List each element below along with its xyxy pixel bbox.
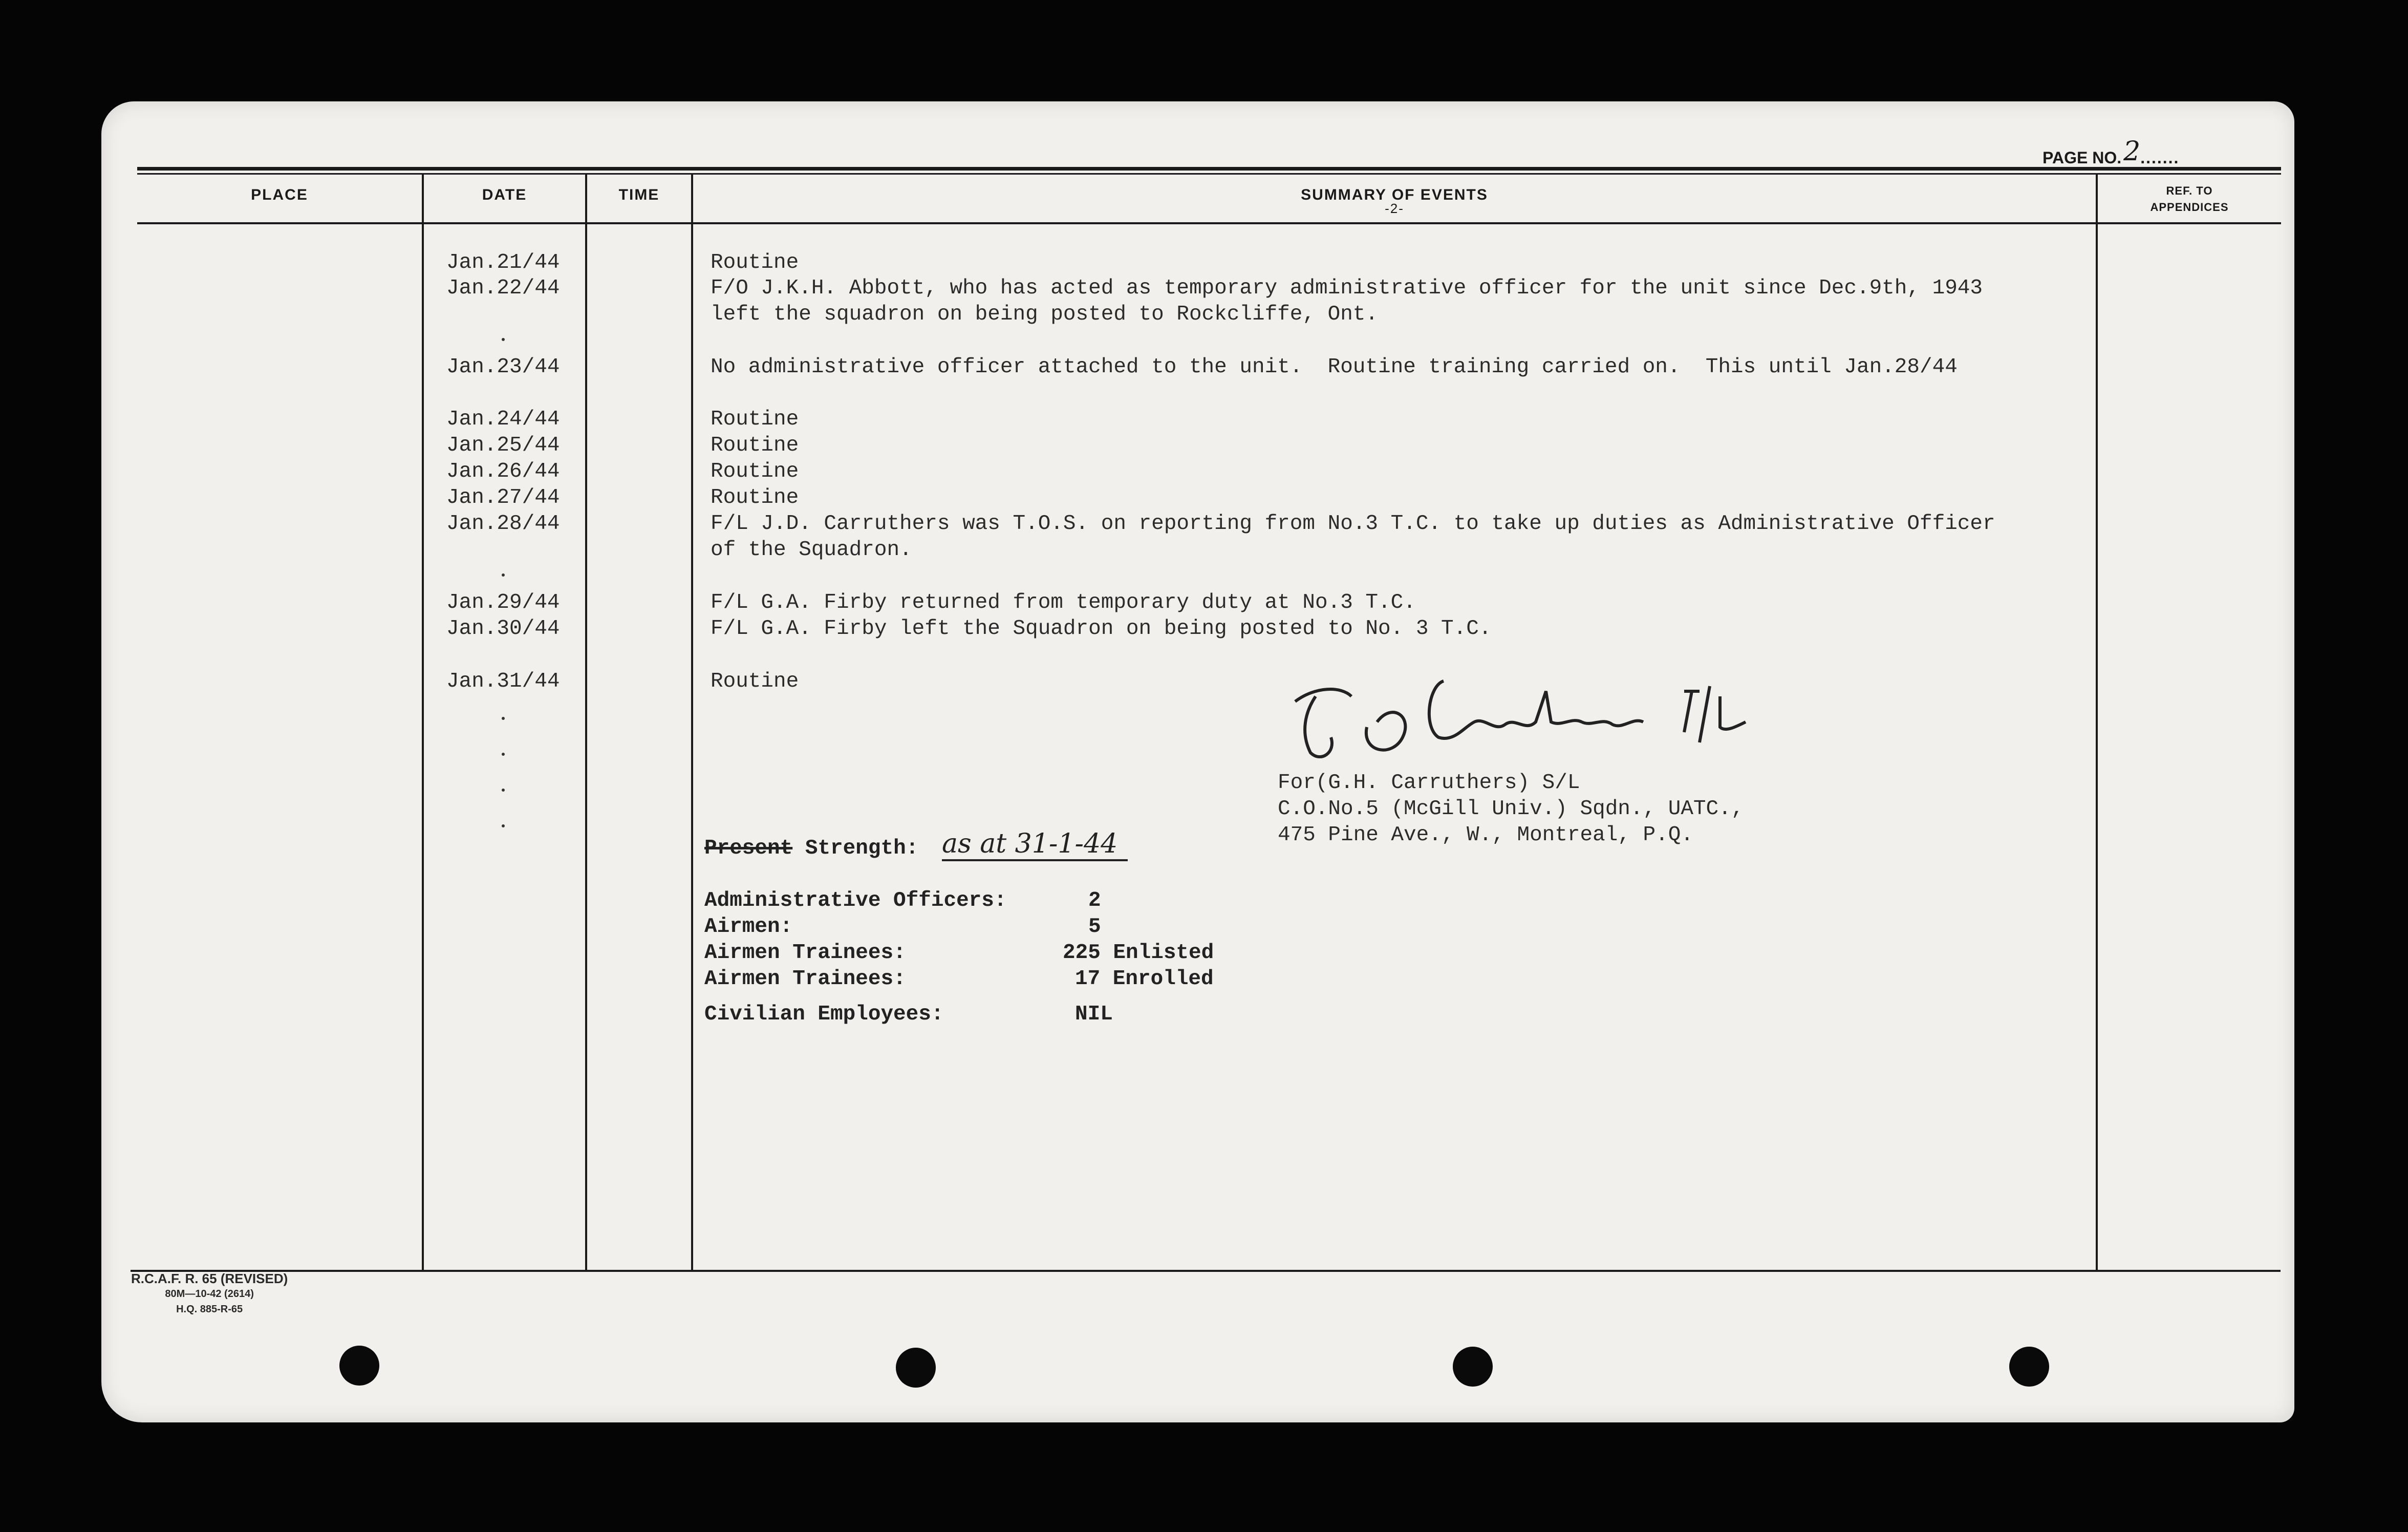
strength-row-label: Airmen Trainees: [704,967,906,991]
header-date: DATE [482,186,527,203]
typewriter-dot [502,338,505,341]
entry-date: Jan.22/44 [446,276,560,300]
entry-text: F/L J.D. Carruthers was T.O.S. on reporting from No.3 T.C. to take up duties as Administrative Officer [711,512,1995,536]
form-number: R.C.A.F. R. 65 (REVISED) [131,1271,288,1286]
strength-row-value: 17 Enrolled [1075,967,1214,991]
entry-date: Jan.29/44 [446,591,560,614]
form-print-code: 80M—10-42 (2614) [165,1288,254,1300]
strength-row-value: 2 [1088,889,1101,912]
entry-date: Jan.21/44 [446,251,560,274]
strength-row-label: Airmen: [704,915,793,939]
entry-text: No administrative officer attached to the unit. Routine training carried on. This until Jan.28/44 [711,355,1958,379]
entry-text: F/L G.A. Firby left the Squadron on being posted to No. 3 T.C. [711,617,1492,641]
entry-text: F/L G.A. Firby returned from temporary duty at No.3 T.C. [711,591,1416,614]
entry-text: Routine [711,486,799,509]
header-ref-line2: APPENDICES [2150,201,2229,214]
entry-date: Jan.24/44 [446,408,560,431]
entry-text: Routine [711,408,799,431]
punch-hole [896,1348,936,1388]
strength-heading [704,836,918,862]
strength-row-label: Administrative Officers: [704,889,1007,912]
page-number [2042,136,2180,170]
summary-page-mark: -2- [1385,201,1404,216]
strength-row-value: NIL [1075,1003,1113,1026]
page-number-dots: ....... [2140,148,2180,167]
signature-line1: For(G.H. Carruthers) S/L [1278,771,1580,795]
entry-text: left the squadron on being posted to Rockcliffe, Ont. [711,303,1379,326]
strength-row-label: Airmen Trainees: [704,941,906,965]
form-hq-code: H.Q. 885-R-65 [176,1304,243,1315]
signature-line3: 475 Pine Ave., W., Montreal, P.Q. [1278,823,1693,847]
strength-row-label: Civilian Employees: [704,1003,944,1026]
handwritten-signature [1259,666,1771,768]
header-summary: SUMMARY OF EVENTS [1301,186,1488,203]
table-bottom-rule [131,1270,2281,1272]
punch-hole [2009,1347,2049,1387]
header-bottom-rule [137,222,2281,224]
punch-hole [1453,1347,1493,1387]
page-number-label: PAGE NO. [2042,148,2122,167]
strength-struck-word: Present [704,837,793,860]
typewriter-dot [502,753,505,756]
strength-label: Strength: [805,837,919,860]
typewriter-dot [502,573,505,577]
column-divider [691,173,693,1271]
entry-date: Jan.27/44 [446,486,560,509]
strength-row-value: 225 Enlisted [1063,941,1214,965]
page-number-value: 2 [2123,136,2141,167]
typewriter-dot [502,717,505,720]
entry-date: Jan.25/44 [446,434,560,457]
column-divider [422,173,424,1271]
typewriter-dot [502,824,505,827]
column-divider [585,173,587,1271]
entry-text: F/O J.K.H. Abbott, who has acted as temporary administrative officer for the unit since Dec.9th, 1943 [711,276,1983,300]
strength-handwritten-date: as at 31-1-44 [942,828,1128,861]
entry-date: Jan.31/44 [446,670,560,693]
signature-line2: C.O.No.5 (McGill Univ.) Sqdn., UATC., [1278,797,1744,821]
header-time: TIME [618,186,660,203]
entry-text: Routine [711,251,799,274]
column-divider [2096,173,2098,1271]
entry-text: Routine [711,670,799,693]
punch-hole [339,1346,379,1386]
entry-text: Routine [711,434,799,457]
table-top-rule [137,167,2281,171]
strength-row-value: 5 [1088,915,1101,939]
entry-date: Jan.30/44 [446,617,560,641]
entry-date: Jan.28/44 [446,512,560,536]
typewriter-dot [502,789,505,792]
entry-text: of the Squadron. [711,538,912,562]
signature-text: J.D. Carruthers F/L [1259,762,1318,768]
entry-date: Jan.23/44 [446,355,560,379]
entry-text: Routine [711,460,799,483]
header-place: PLACE [251,186,308,203]
header-ref-line1: REF. TO [2166,184,2213,197]
form-info [131,1271,288,1317]
entry-date: Jan.26/44 [446,460,560,483]
table-top-rule-thin [137,173,2281,175]
